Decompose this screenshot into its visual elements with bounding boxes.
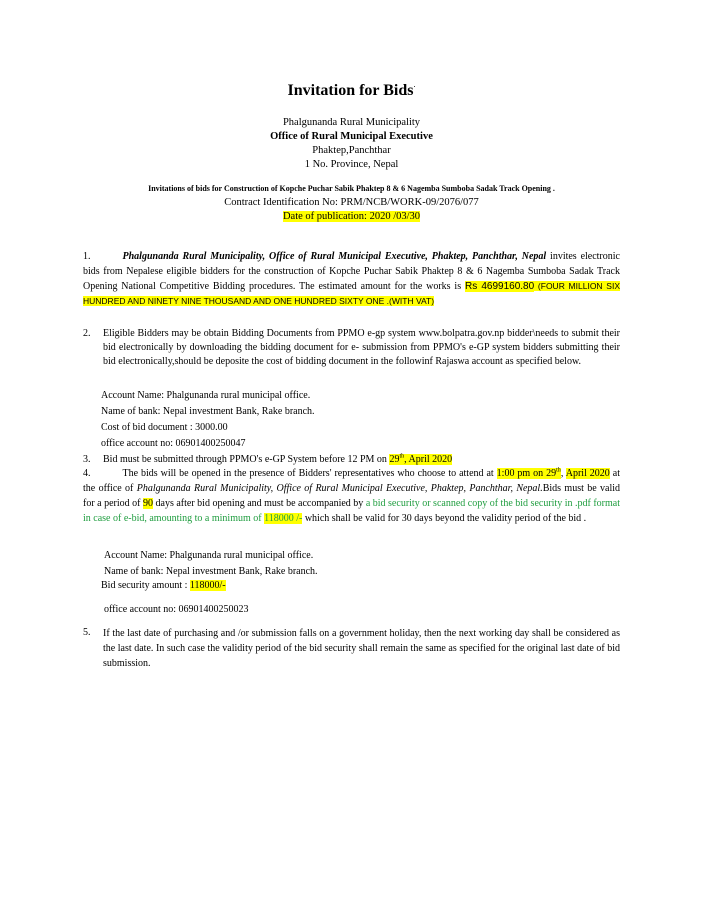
paragraph-5: If the last date of purchasing and /or submission falls on a government holiday, then the next working day shall be considered as the last date. In such case the validity period of the bid security shall remain the same as specified for the original last date of bid submission. <box>103 628 620 669</box>
security-bank-name: Name of bank: Nepal investment Bank, Rake branch. <box>104 566 318 577</box>
office-name: Office of Rural Municipal Executive <box>270 131 433 142</box>
municipality-name: Phalgunanda Rural Municipality <box>282 117 421 128</box>
bid-security-amount: Bid security amount : 118000/- <box>101 580 226 591</box>
security-account-name: Account Name: Phalgunanda rural municipal office. <box>104 550 314 561</box>
invitation-line: Invitations of bids for Construction of Kopche Puchar Sabik Phaktep 8 & 6 Nagemba Sumboba Sadak Track Opening . <box>148 184 555 193</box>
minimum-bid-security: 118000 /- <box>264 513 303 524</box>
paragraph-number: 4. <box>83 468 91 479</box>
page-title: Invitation for Bids· <box>287 82 416 99</box>
amount-in-words: (FOUR MILLION SIX HUNDRED AND NINETY NINE THOUSAND AND ONE HUNDRED SIXTY ONE .(WITH VAT) <box>83 281 620 306</box>
office-location: Phaktep,Panchthar <box>312 145 391 156</box>
province: 1 No. Province, Nepal <box>304 159 399 170</box>
fee-bank-name: Name of bank: Nepal investment Bank, Rake branch. <box>101 406 315 417</box>
fee-account-number: office account no: 06901400250047 <box>101 438 246 449</box>
paragraph-number: 5. <box>83 627 91 638</box>
fee-account-name: Account Name: Phalgunanda rural municipal office. <box>101 390 311 401</box>
submission-deadline: 29th, April 2020 <box>389 453 453 465</box>
security-account-number: office account no: 06901400250023 <box>104 604 249 615</box>
validity-days: 90 <box>143 498 154 509</box>
paragraph-2: Eligible Bidders may be obtain Bidding Documents from PPMO e-gp system www.bolpatra.gov.np bidder\needs to submit their bid electronically by downloading the bidding document for e- submission from PPMO's e-GP system bidders submitting their bid electronically,should be deposite the cost of bidding document in the followinf Rajaswa account as specified below. <box>103 328 620 367</box>
publication-date: Date of publication: 2020 /03/30 <box>282 211 421 222</box>
estimated-amount: Rs 4699160.80 <box>464 281 535 292</box>
paragraph-number: 2. <box>83 328 91 339</box>
publication-date-wrap <box>0 210 703 224</box>
bid-security-requirement: a bid security or scanned copy of the bid security in .pdf format in case of e-bid, amounting to a minimum of <box>83 498 620 524</box>
paragraph-3: Bid must be submitted through PPMO's e-GP System before 12 PM on 29th, April 2020 <box>103 453 453 465</box>
paragraph-4: 4. The bids will be opened in the presence of Bidders' representatives who choose to attend at 1:00 pm on 29th, April 2020 at the office of Phalgunanda Rural Municipality, Office of Rural Municipal Executive, Phaktep, Panchthar, Nepal.Bids must be valid for a period of 90 days after bid opening and must be accompanied by a bid security or scanned copy of the bid security in .pdf format in case of e-bid, amounting to a minimum of 118000 /- which shall be valid for 30 days beyond the validity period of the bid . <box>83 467 621 524</box>
bid-document-cost: Cost of bid document : 3000.00 <box>101 422 228 433</box>
paragraph-number: 1. <box>83 251 91 262</box>
entity-name: Phalgunanda Rural Municipality, Office of Rural Municipal Executive, Phaktep, Panchthar, Nepal <box>122 251 547 262</box>
opening-time: 1:00 pm on 29th <box>496 467 561 479</box>
paragraph-number: 3. <box>83 454 91 465</box>
opening-office: Phalgunanda Rural Municipality, Office of Rural Municipal Executive, Phaktep, Panchthar, Nepal. <box>136 483 543 494</box>
opening-date: April 2020 <box>565 468 610 479</box>
paragraph-1: 1. Phalgunanda Rural Municipality, Office of Rural Municipal Executive, Phaktep, Panchthar, Nepal invites electronic bids from Nepalese eligible bidders for the construction of Kopche Puchar Sabik Phaktep 8 & 6 Nagemba Sumboba Sadak Track Opening National Competitive Bidding procedures. The estimated amount for the works is Rs 4699160.80 (FOUR MILLION SIX HUNDRED AND NINETY NINE THOUSAND AND ONE HUNDRED SIXTY ONE .(WITH VAT) <box>83 251 620 306</box>
contract-id: Contract Identification No: PRM/NCB/WORK-09/2076/077 <box>224 197 479 208</box>
